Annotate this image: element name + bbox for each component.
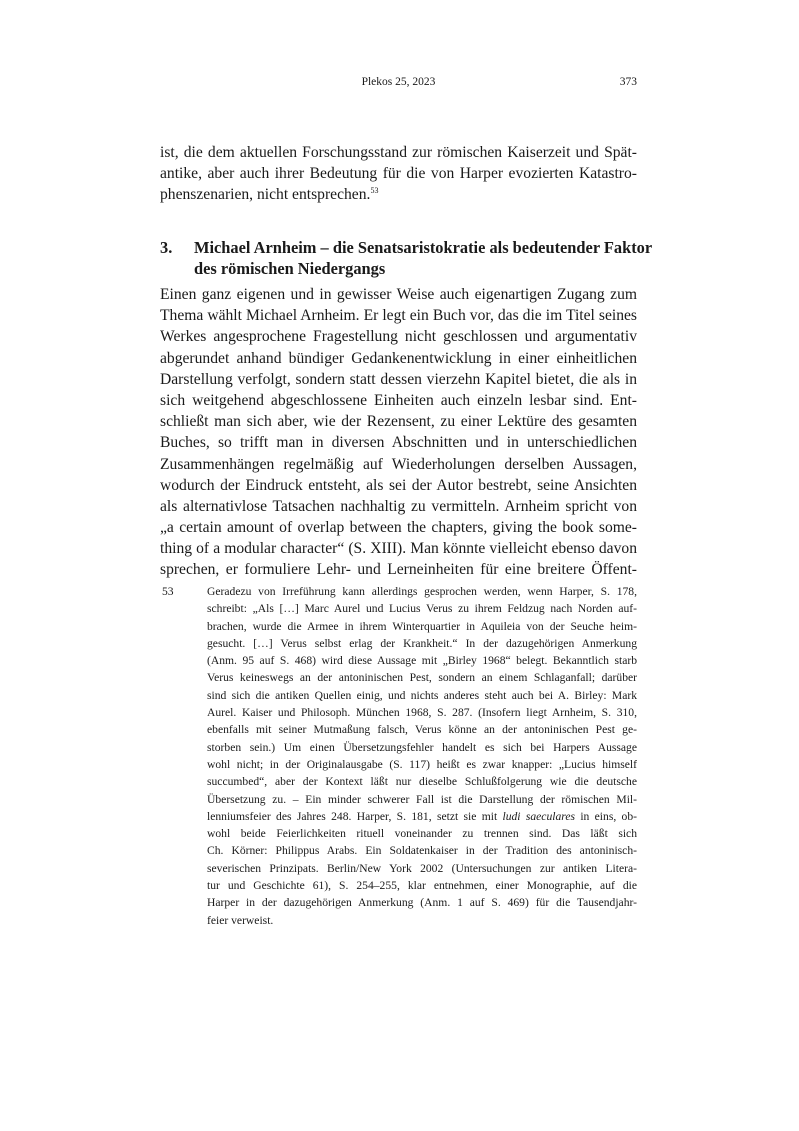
text-line: sich weitgehend abgeschlossene Einheiten auch einzeln lesbar sind. Ent- [160, 391, 637, 409]
footnote-line: gesucht. […] Verus selbst erlag der Krankheit.“ In der dazugehörigen Anmerkung [207, 636, 637, 650]
footnote-line: feier verweist. [207, 913, 274, 927]
footnote-line: tur und Geschichte 61), S. 254–255, klar entnehmen, einer Monographie, auf die [207, 879, 637, 893]
italic-term: ludi saeculares [502, 809, 575, 823]
footnotes [160, 583, 637, 929]
footnote-line: brachen, wurde die Armee in ihrem Winterquartier in Aquileia von der Seuche heim- [207, 619, 637, 633]
footnote-line: (Anm. 95 auf S. 468) wird diese Aussage mit „Birley 1968“ belegt. Bekanntlich starb [207, 654, 637, 668]
running-head [160, 76, 637, 92]
text-line: Darstellung verfolgt, sondern statt dessen vierzehn Kapitel bietet, die als in [160, 370, 637, 388]
section-title-line: des römischen Niedergangs [194, 259, 386, 278]
text-line: Einen ganz eigenen und in gewisser Weise auch eigenartigen Zugang zum [160, 286, 637, 303]
footnote-line: Harper in der dazugehörigen Anmerkung (Anm. 1 auf S. 469) für die Tausendjahr- [207, 896, 637, 910]
footnote-line: schreibt: „Als […] Marc Aurel und Lucius Verus zu ihrem Feldzug nach Norden auf- [207, 602, 637, 616]
footnote-line: ebenfalls mit seiner Mutmaßung falsch, Verus könne an der antoninischen Pest ge- [207, 723, 637, 737]
footnote-line: storben sein.) Um einen Übersetzungsfehler handelt es sich bei Harpers Aussage [207, 740, 637, 754]
section-title [194, 237, 653, 279]
footnote-line: succumbed“, aber der Kontext läßt nur dieselbe Schlußfolgerung wie die deutsche [207, 775, 637, 789]
text-line: Werkes angesprochene Fragestellung nicht geschlossen und argumentativ [160, 328, 637, 346]
text-line: abgerundet anhand bündiger Gedankenentwicklung in einer einheitlichen [160, 349, 637, 367]
footnote-line: severischen Prinzipats. Berlin/New York 2002 (Untersuchungen zur antiken Litera- [207, 861, 637, 875]
text-line: Zusammenhängen regelmäßig auf Wiederholungen derselben Aussagen, [160, 455, 637, 473]
text-line: „a certain amount of overlap between the chapters, giving the book some- [160, 519, 637, 537]
footnote-line: Aurel. Kaiser und Philosoph. München 1968, S. 287. (Insofern liegt Arnheim, S. 310, [207, 706, 637, 720]
text-line: antike, aber auch ihrer Bedeutung für die von Harper evozierten Katastro- [160, 165, 637, 183]
journal-title: Plekos 25, 2023 [361, 76, 436, 88]
text-line: Thema wählt Michael Arnheim. Er legt ein Buch vor, das die im Titel seines [160, 307, 637, 325]
section-title-line: Michael Arnheim – die Senatsaristokratie als bedeutender Faktor [194, 238, 653, 257]
text-line-content: phenszenarien, nicht entsprechen. [160, 186, 371, 204]
footnote-line-part: lenniumsfeier des Jahres 248. Harper, S. 181, setzt sie mit [207, 809, 503, 823]
section-number: 3. [160, 238, 173, 257]
text-line: wodurch der Eindruck entsteht, als sei der Autor bestrebt, seine Ansichten [160, 476, 637, 494]
text-line: als alternativlose Tatsachen nachhaltig zu vermitteln. Arnheim spricht von [160, 497, 637, 515]
footnote-line: Verus keineswegs an der antoninischen Pest, sondern an einem Schlaganfall; darüber [207, 671, 637, 685]
footnote-53 [160, 583, 637, 929]
text-line [160, 184, 637, 205]
text-line: thing of a modular character“ (S. XIII). Man könnte vielleicht ebenso davon [160, 540, 637, 558]
footnote-line: Ch. Körner: Philippus Arabs. Ein Soldatenkaiser in der Tradition des antoninisch- [207, 844, 637, 858]
footnote-line: wohl beide Feierlichkeiten rituell voneinander zu trennen sind. Das läßt sich [207, 827, 637, 841]
section-heading [160, 237, 653, 279]
footnote-line: sind sich die antiken Quellen einig, und nichts anderes steht auch bei A. Birley: Mark [207, 688, 637, 702]
footnote-reference[interactable]: 53 [370, 186, 379, 196]
text-line: ist, die dem aktuellen Forschungsstand zur römischen Kaiserzeit und Spät- [160, 144, 637, 161]
text-line: Buches, so trifft man in diversen Abschnitten und in unterschiedlichen [160, 434, 637, 452]
text-line: sprechen, er formuliere Lehr- und Lerneinheiten für eine breitere Öffent- [160, 561, 637, 579]
footnote-line [207, 808, 637, 825]
footnote-number: 53 [162, 585, 174, 598]
footnote-line: wohl nicht; in der Originalausgabe (S. 117) heißt es zwar knapper: „Lucius himself [207, 757, 637, 771]
text-line: schließt man sich aber, wie der Rezensent, zu einer Lektüre des gesamten [160, 413, 637, 431]
footnote-text [207, 583, 637, 929]
footnote-line: Übersetzung zu. – Ein minder schwerer Fall ist die Darstellung der römischen Mil- [207, 792, 637, 806]
footnote-line: Geradezu von Irreführung kann allerdings gesprochen werden, wenn Harper, S. 178, [207, 585, 637, 598]
footnote-line-part: in eins, ob- [575, 809, 638, 823]
page-number: 373 [619, 76, 637, 88]
paragraph-arnheim [160, 284, 637, 581]
paragraph-continuation [160, 142, 637, 206]
